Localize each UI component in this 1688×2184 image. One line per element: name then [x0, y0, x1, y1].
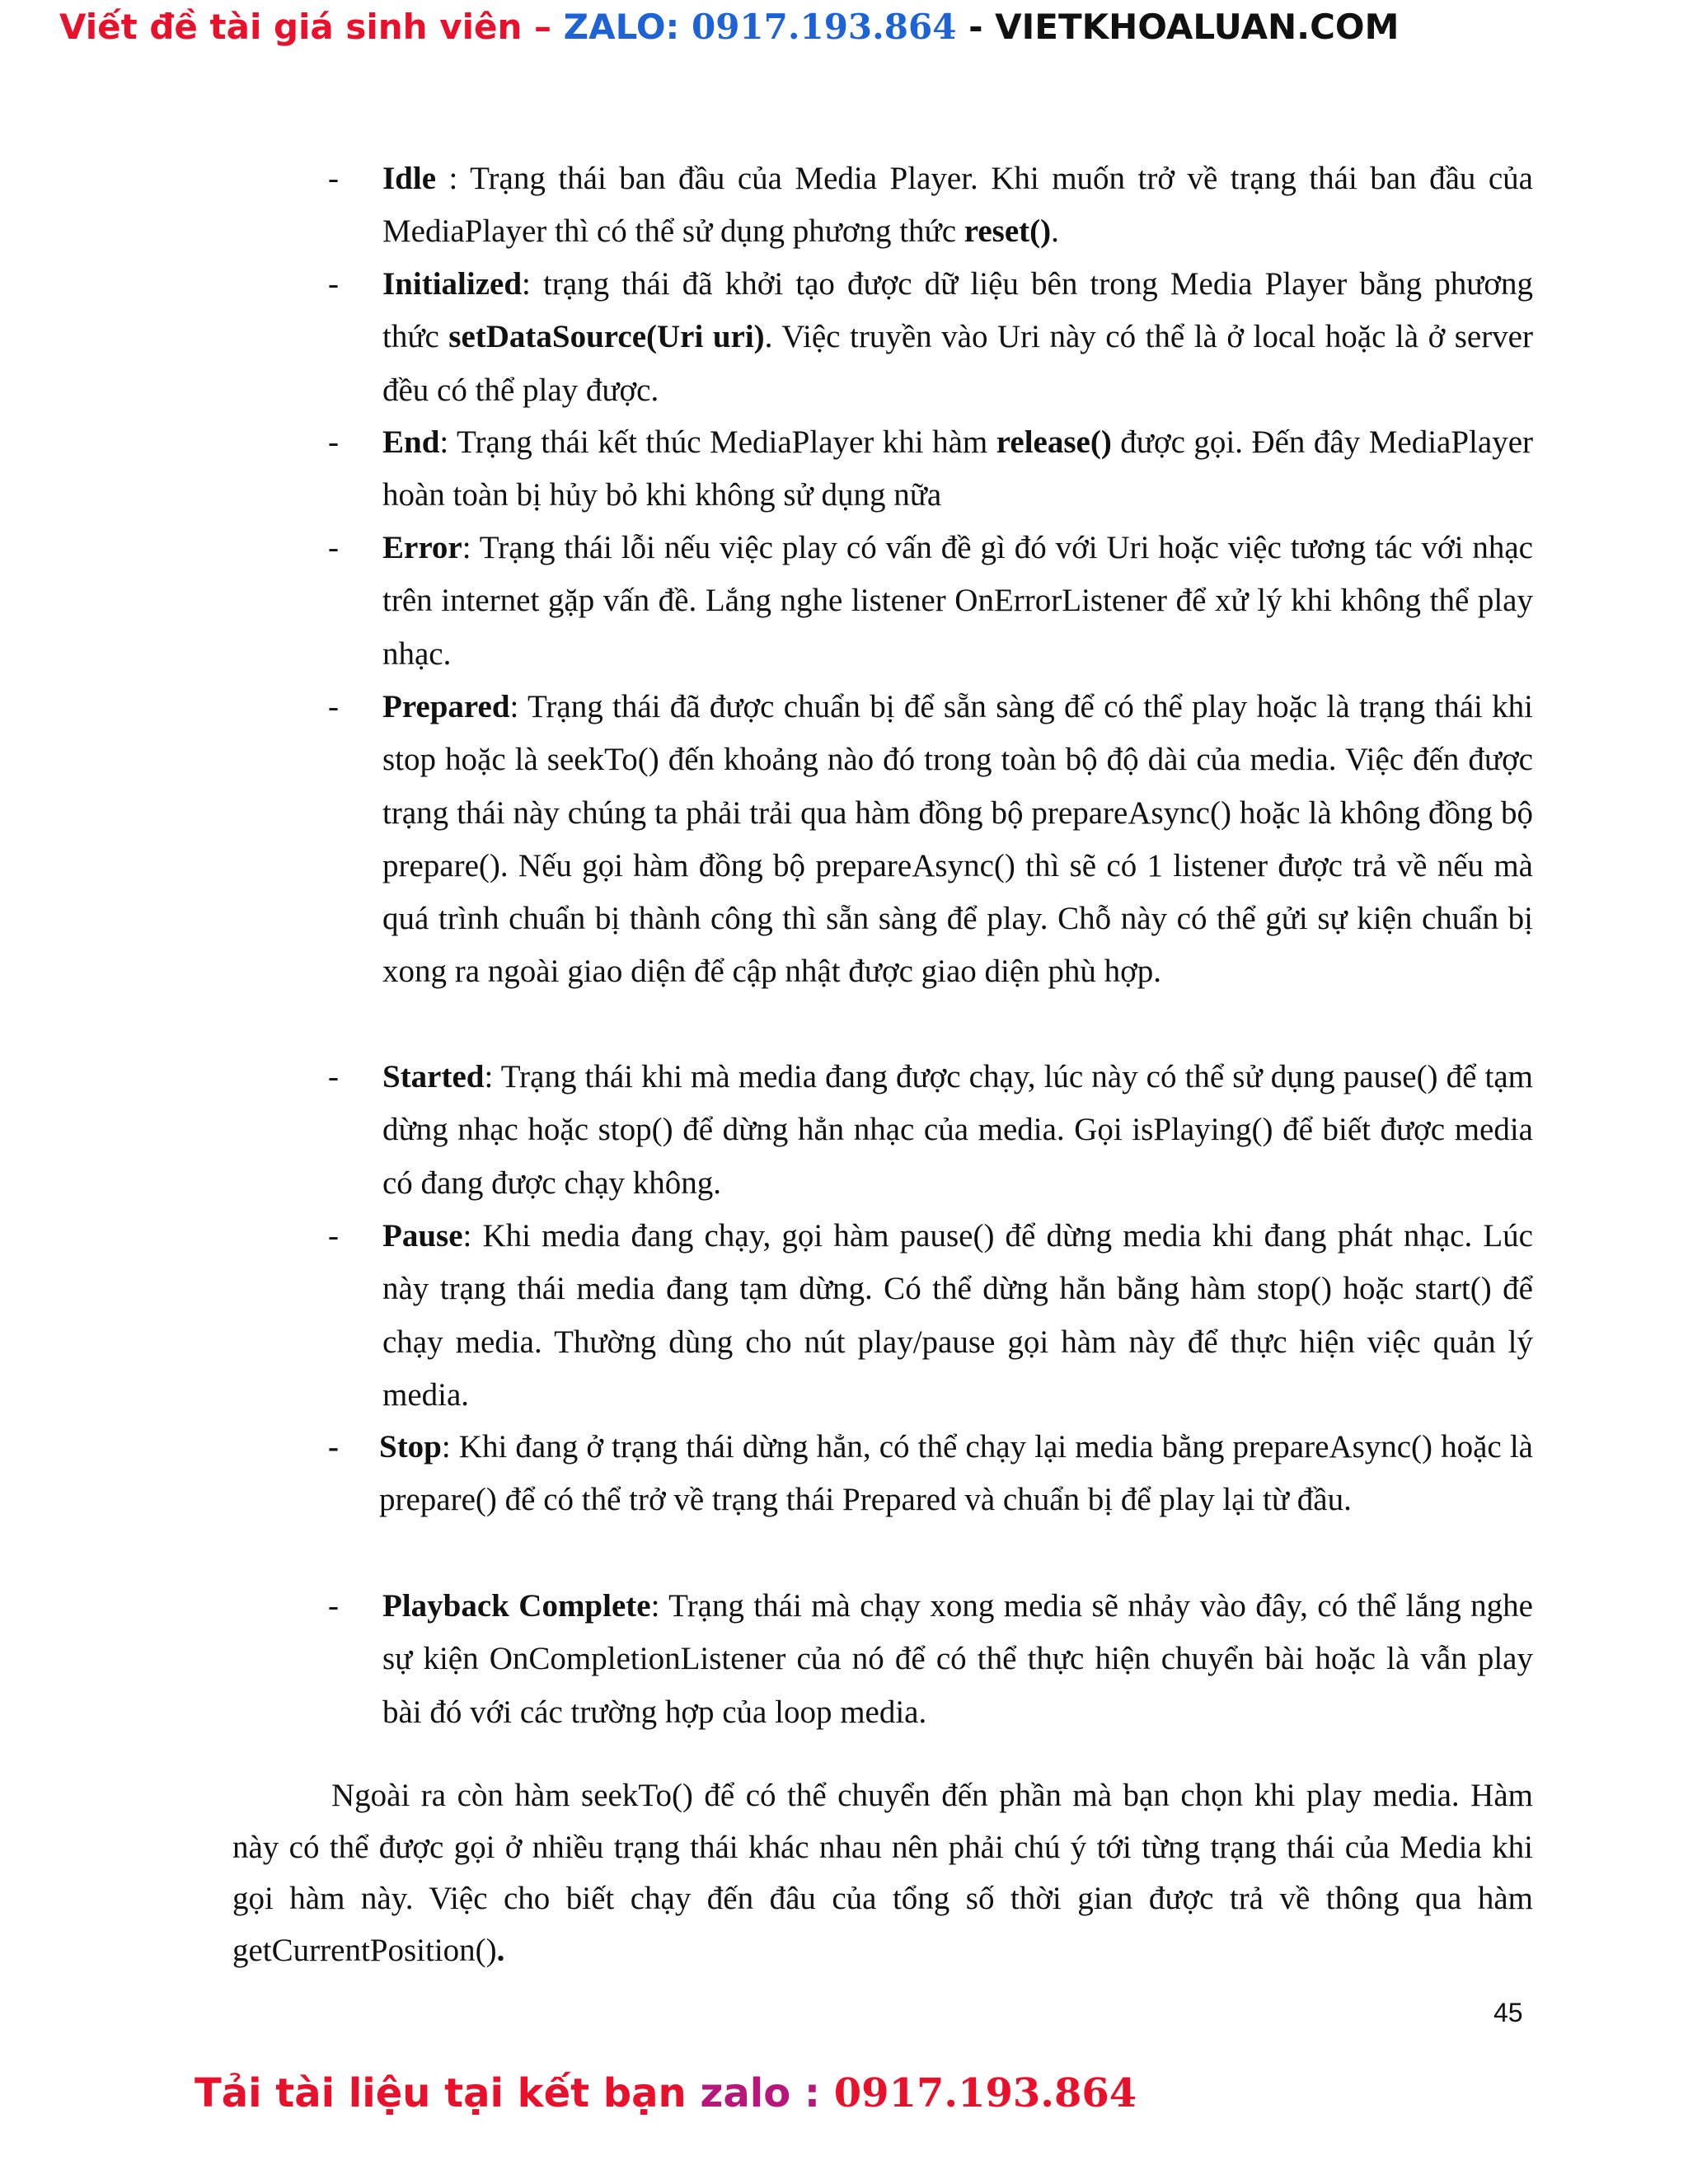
footer-zalo-label: zalo :: [700, 2070, 834, 2116]
item-body: : Khi media đang chạy, gọi hàm pause() để dừng media khi đang phát nhạc. Lúc này trạng thái media đang tạm dừng. Có thể dừng hẳn bằng hàm stop() hoặc start() để chạy media. Thường dùng cho nút play/pause gọi hàm này để thực hiện việc quản lý media.: [382, 1218, 1533, 1413]
closing-end-mark: .: [496, 1932, 505, 1968]
term-label: Playback Complete: [382, 1588, 651, 1624]
item-body: : Trạng thái mà chạy xong media sẽ nhảy vào đây, có thể lắng nghe sự kiện OnCompletionListener của nó để có thể thực hiện chuyển bài hoặc là vẫn play bài đó với các trường hợp của loop media.: [382, 1588, 1533, 1730]
closing-paragraph: [232, 1770, 1533, 1976]
item-body: : Trạng thái kết thúc MediaPlayer khi hàm: [439, 424, 996, 460]
list-bullet: -: [328, 161, 339, 196]
item-body: : trạng thái đã khởi tạo được dữ liệu bên trong Media Player bằng phương thức: [382, 266, 1533, 355]
term-label: End: [382, 424, 440, 460]
list-bullet: -: [328, 424, 339, 460]
list-item-text: [379, 1421, 1533, 1527]
list-bullet: -: [328, 1218, 339, 1254]
item-body: : Trạng thái lỗi nếu việc play có vấn đề gì đó với Uri hoặc việc tương tác với nhạc trên internet gặp vấn đề. Lắng nghe listener OnErrorListener để xử lý khi không thể play nhạc.: [382, 530, 1533, 672]
closing-text: Ngoài ra còn hàm seekTo() để có thể chuyển đến phần mà bạn chọn khi play media. Hàm này có thể được gọi ở nhiều trạng thái khác nhau nên phải chú ý tới từng trạng thái của Media khi gọi hàm này. Việc cho biết chạy đến đâu của tổng số thời gian được trả về thông qua hàm getCurrentPosition(): [232, 1778, 1533, 1968]
item-body-end: được gọi. Đến đây MediaPlayer hoàn toàn bị hủy bỏ khi không sử dụng nữa: [382, 424, 1533, 513]
list-item-text: [382, 1051, 1533, 1210]
list-bullet: -: [328, 266, 339, 302]
banner-zalo-label: ZALO:: [563, 7, 692, 47]
term-label: Started: [382, 1059, 485, 1094]
banner-text: Viết đề tài giá sinh viên –: [59, 7, 564, 47]
banner-phone: 0917.193.864: [691, 7, 957, 47]
list-bullet: -: [328, 1588, 339, 1624]
list-bullet: -: [328, 1059, 339, 1094]
term-label: Prepared: [382, 689, 510, 724]
footer-banner-text: Tải tài liệu tại kết bạn: [195, 2070, 701, 2116]
list-bullet: -: [328, 1429, 339, 1465]
term-label: Initialized: [382, 266, 523, 302]
list-item-text: [382, 1210, 1533, 1422]
term-label: Error: [382, 530, 462, 565]
method-name: setDataSource(Uri uri): [448, 319, 765, 355]
list-bullet: -: [328, 689, 339, 724]
list-item-text: [382, 522, 1533, 681]
item-body: : Trạng thái ban đầu của Media Player. Khi muốn trở về trạng thái ban đầu của MediaPlayer thì có thể sử dụng phương thức: [382, 161, 1533, 250]
banner-website: - VIETKHOALUAN.COM: [956, 7, 1400, 47]
list-item-text: [382, 1580, 1533, 1739]
list-item-text: [382, 416, 1533, 523]
item-body-end: . Việc truyền vào Uri này có thể là ở local hoặc là ở server đều có thể play được.: [382, 319, 1533, 408]
bottom-promo-banner: [195, 2070, 1137, 2118]
top-promo-banner: [59, 7, 1399, 48]
list-bullet: -: [328, 530, 339, 565]
list-item-text: [382, 681, 1533, 999]
method-name: reset(): [964, 213, 1052, 250]
term-label: Idle: [382, 161, 437, 196]
list-item-text: [382, 152, 1533, 259]
footer-phone: 0917.193.864: [833, 2070, 1137, 2116]
term-label: Stop: [379, 1429, 442, 1465]
item-body: : Trạng thái đã được chuẩn bị để sẵn sàng để có thể play hoặc là trạng thái khi stop hoặc là seekTo() đến khoảng nào đó trong toàn bộ độ dài của media. Việc đến được trạng thái này chúng ta phải trải qua hàm đồng bộ prepareAsync() hoặc là không đồng bộ prepare(). Nếu gọi hàm đồng bộ prepareAsync() thì sẽ có 1 listener được trả về nếu mà quá trình chuẩn bị thành công thì sẵn sàng để play. Chỗ này có thể gửi sự kiện chuẩn bị xong ra ngoài giao diện để cập nhật được giao diện phù hợp.: [382, 689, 1533, 990]
list-item-text: [382, 258, 1533, 417]
method-name: release(): [996, 424, 1112, 460]
item-body-end: .: [1051, 213, 1059, 250]
item-body: : Trạng thái khi mà media đang được chạy, lúc này có thể sử dụng pause() để tạm dừng nhạc hoặc stop() để dừng hẳn nhạc của media. Gọi isPlaying() để biết được media có đang được chạy không.: [382, 1059, 1533, 1201]
term-label: Pause: [382, 1218, 463, 1254]
item-body: : Khi đang ở trạng thái dừng hẳn, có thể chạy lại media bằng prepareAsync() hoặc là prepare() để có thể trở về trạng thái Prepared và chuẩn bị để play lại từ đầu.: [379, 1429, 1533, 1518]
page-number: 45: [1493, 1998, 1523, 2027]
